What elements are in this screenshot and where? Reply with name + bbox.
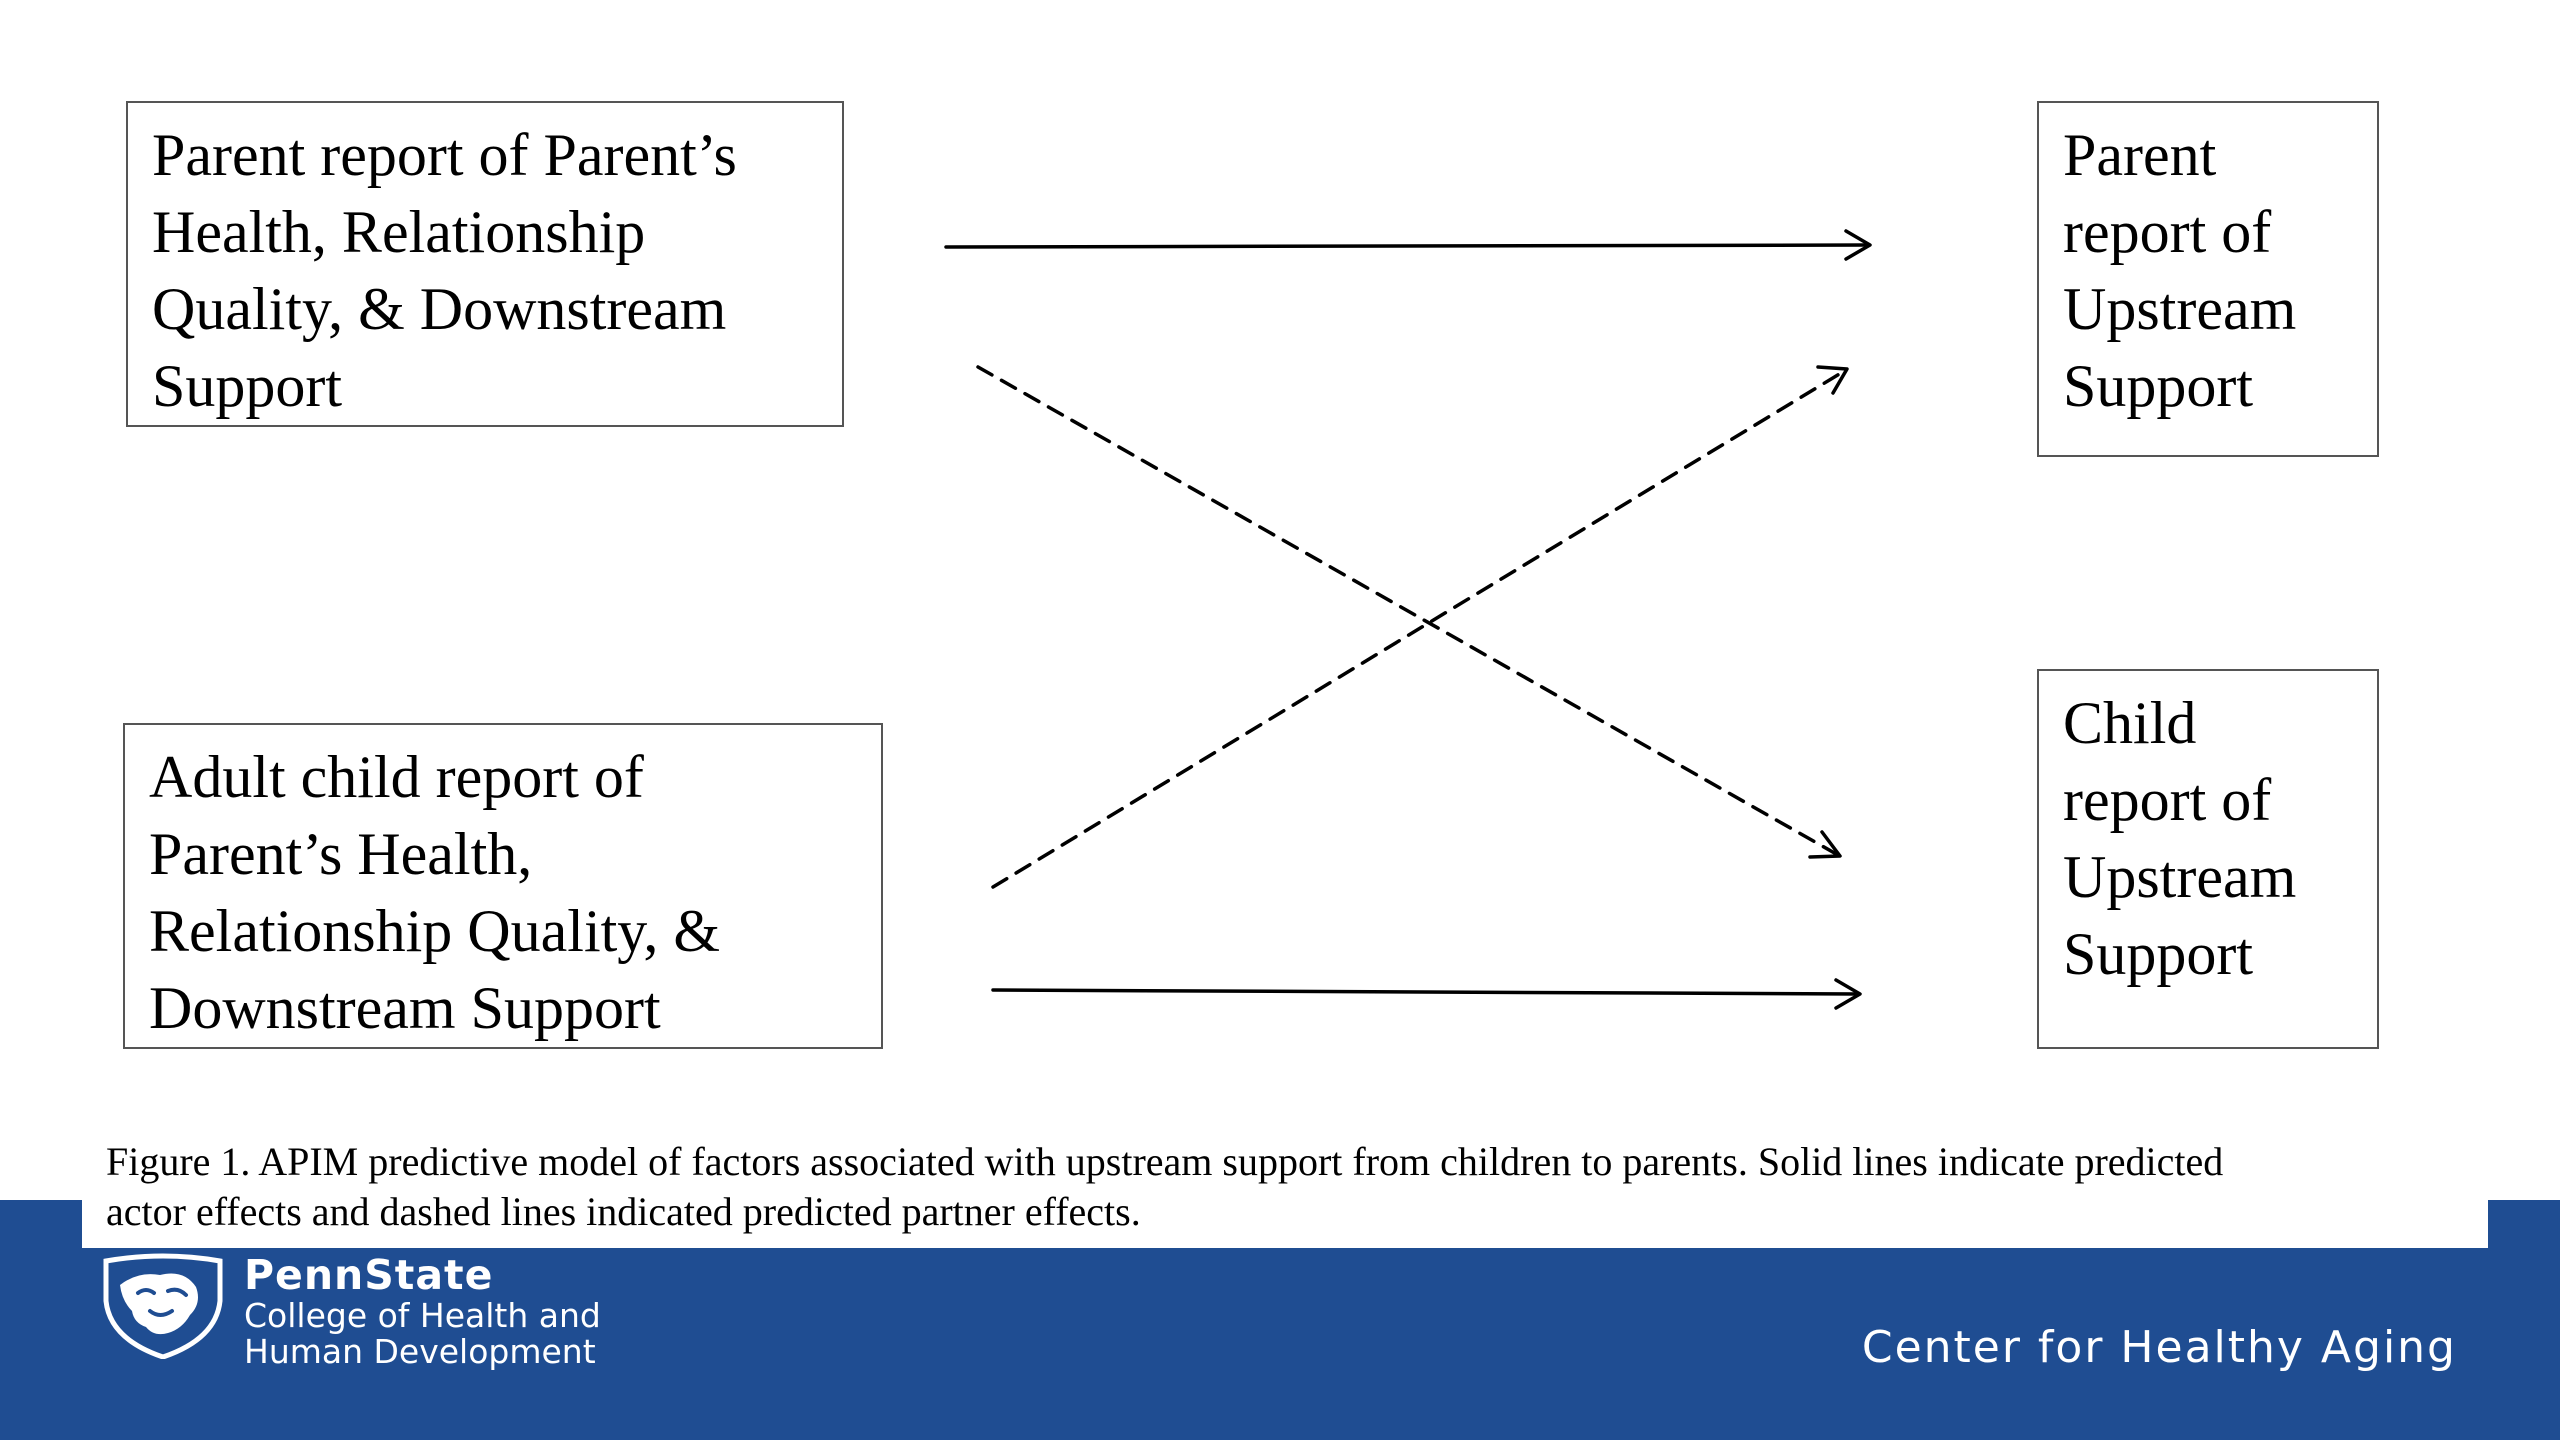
box-text-line: Child (2063, 690, 2197, 756)
box-text-line: Upstream (2063, 276, 2297, 342)
box-text-line: Support (2063, 353, 2254, 419)
parent-outcome-box (2037, 101, 2379, 457)
partner-arrow-parent-to-child (978, 367, 1838, 855)
box-text-line: Health, Relationship (152, 199, 646, 265)
brand-name: PennState (244, 1251, 494, 1299)
brand-block (244, 1252, 601, 1370)
box-text-line: Quality, & Downstream (152, 276, 727, 342)
child-outcome-box (2037, 669, 2379, 1049)
box-text-line: Upstream (2063, 844, 2297, 910)
partner-arrow-child-to-parent (993, 370, 1846, 887)
actor-arrow-parent (946, 245, 1868, 247)
box-text-line: Adult child report of (149, 744, 644, 810)
box-text-line: report of (2063, 767, 2272, 833)
arrowhead-icon (1846, 231, 1870, 259)
box-text-line: Support (152, 353, 343, 419)
box-text-line: report of (2063, 199, 2272, 265)
caption-line: actor effects and dashed lines indicated predicted partner effects. (106, 1189, 1141, 1234)
brand-subtitle-line: College of Health and (244, 1296, 601, 1335)
box-text-line: Parent’s Health, (149, 821, 533, 887)
box-text-line: Parent report of Parent’s (152, 122, 737, 188)
child-predictors-box (123, 723, 883, 1049)
caption-line: Figure 1. APIM predictive model of factors associated with upstream support from children to parents. Solid lines indicate predicted (106, 1139, 2224, 1184)
box-text-line: Parent (2063, 122, 2217, 188)
box-text-line: Downstream Support (149, 975, 661, 1041)
arrowhead-icon (1836, 980, 1860, 1008)
box-text-line: Support (2063, 921, 2254, 987)
brand-subtitle-line: Human Development (244, 1332, 596, 1371)
box-text-line: Relationship Quality, & (149, 898, 721, 964)
arrowhead-icon (1818, 367, 1847, 393)
center-name: Center for Healthy Aging (1861, 1322, 2457, 1373)
nittany-lion-shield-icon (98, 1253, 228, 1359)
actor-arrow-child (993, 990, 1858, 994)
figure-caption (82, 1125, 2488, 1248)
parent-predictors-box (126, 101, 844, 427)
arrowhead-icon (1810, 832, 1840, 857)
